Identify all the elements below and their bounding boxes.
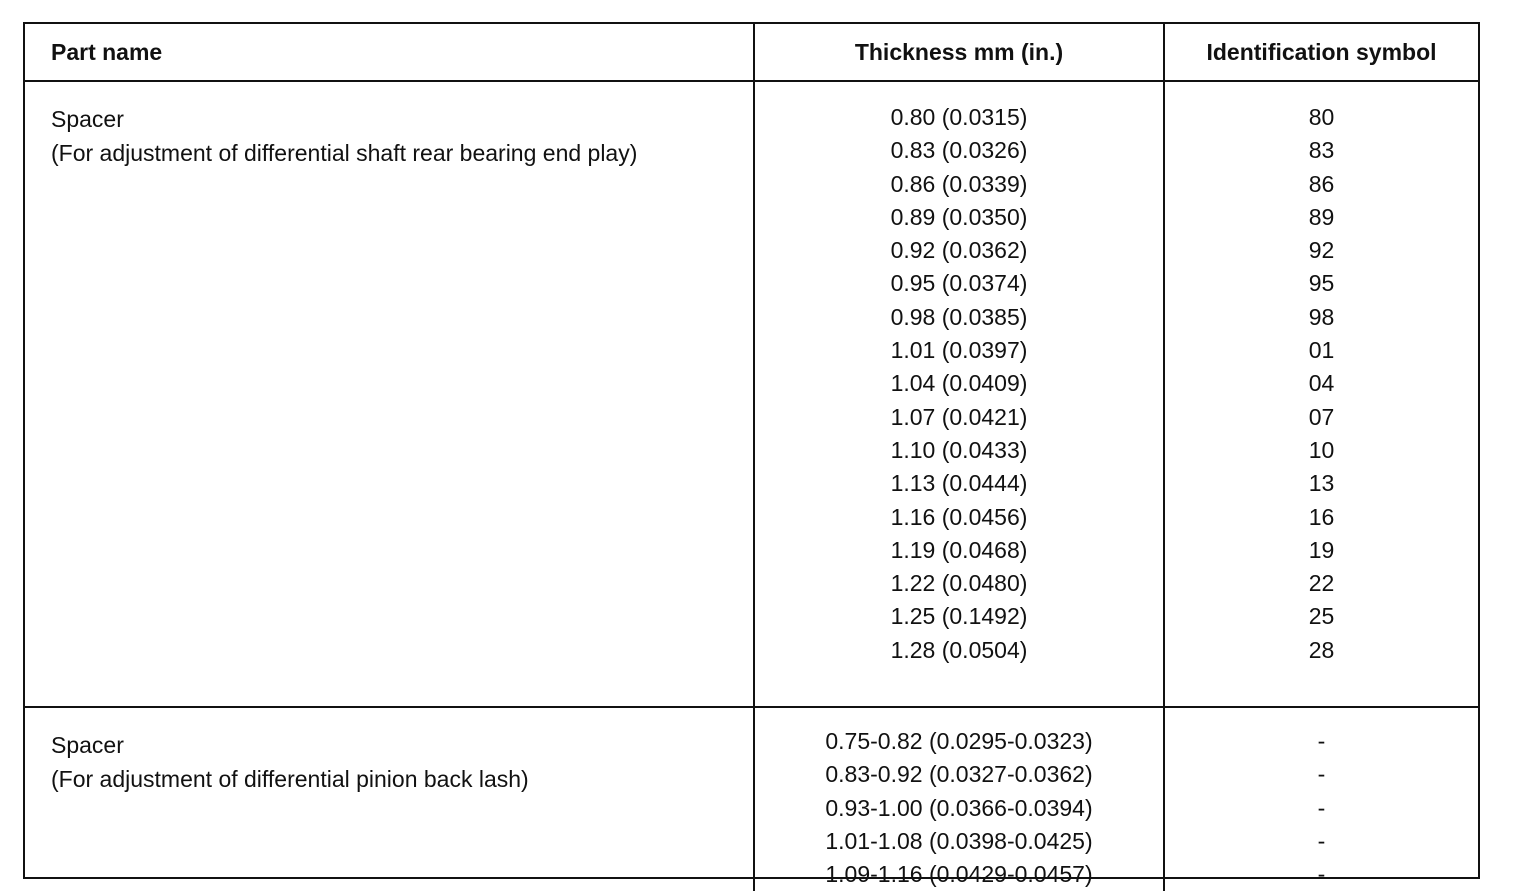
identification-cell [1164, 81, 1478, 707]
thickness-cell [754, 81, 1164, 707]
thickness-value: 0.89 (0.0350) [890, 203, 1028, 230]
table-row [25, 707, 1478, 891]
spec-table [25, 24, 1478, 891]
thickness-list [755, 708, 1163, 891]
thickness-value: 0.83 (0.0326) [890, 137, 1028, 164]
thickness-cell [754, 707, 1164, 891]
thickness-value: 1.01 (0.0397) [890, 337, 1028, 364]
thickness-value: 1.25 (0.1492) [890, 603, 1028, 630]
part-purpose: (For adjustment of differential pinion back lash) [51, 766, 529, 792]
part-name: Spacer [51, 106, 124, 132]
header-row [25, 24, 1478, 81]
identification-symbol: 19 [1308, 536, 1335, 563]
header-identification-symbol: Identification symbol [1164, 24, 1478, 81]
thickness-value: 0.92 (0.0362) [890, 237, 1028, 264]
header-thickness: Thickness mm (in.) [754, 24, 1164, 81]
thickness-value: 0.95 (0.0374) [890, 270, 1028, 297]
thickness-value: 1.22 (0.0480) [890, 570, 1028, 597]
identification-symbol: 95 [1308, 270, 1335, 297]
identification-symbol: - [1317, 794, 1326, 821]
identification-symbol: - [1317, 861, 1326, 888]
thickness-value: 1.04 (0.0409) [890, 370, 1028, 397]
thickness-value: 0.93-1.00 (0.0366-0.0394) [825, 794, 1093, 821]
identification-symbol: 25 [1308, 603, 1335, 630]
identification-symbol: 83 [1308, 137, 1335, 164]
identification-symbol: 04 [1308, 370, 1335, 397]
thickness-value: 0.75-0.82 (0.0295-0.0323) [825, 728, 1093, 754]
part-name-cell [25, 707, 754, 891]
identification-symbol: 28 [1308, 636, 1335, 663]
identification-symbol: 86 [1308, 170, 1335, 197]
thickness-value: 0.98 (0.0385) [890, 303, 1028, 330]
thickness-value: 1.16 (0.0456) [890, 503, 1028, 530]
identification-cell [1164, 707, 1478, 891]
identification-symbol: 13 [1308, 470, 1335, 497]
thickness-value: 0.86 (0.0339) [890, 170, 1028, 197]
part-purpose: (For adjustment of differential shaft rear bearing end play) [51, 140, 638, 166]
identification-symbol: - [1317, 761, 1326, 788]
symbol-list [1165, 708, 1478, 891]
symbol-list [1165, 82, 1478, 667]
thickness-value: 1.09-1.16 (0.0429-0.0457) [825, 861, 1093, 888]
thickness-list [755, 82, 1163, 667]
part-name: Spacer [51, 732, 124, 758]
thickness-value: 0.80 (0.0315) [890, 104, 1028, 130]
thickness-value: 1.01-1.08 (0.0398-0.0425) [825, 827, 1093, 854]
spacer-spec-table [23, 22, 1480, 888]
thickness-value: 1.07 (0.0421) [890, 403, 1028, 430]
identification-symbol: - [1317, 827, 1326, 854]
identification-symbol: 89 [1308, 203, 1335, 230]
thickness-value: 1.13 (0.0444) [890, 470, 1028, 497]
identification-symbol: 80 [1308, 104, 1335, 130]
thickness-value: 1.28 (0.0504) [890, 636, 1028, 663]
part-name-cell [25, 81, 754, 707]
thickness-value: 0.83-0.92 (0.0327-0.0362) [825, 761, 1093, 788]
identification-symbol: 22 [1308, 570, 1335, 597]
identification-symbol: - [1317, 728, 1326, 754]
identification-symbol: 07 [1308, 403, 1335, 430]
identification-symbol: 10 [1308, 436, 1335, 463]
thickness-value: 1.10 (0.0433) [890, 436, 1028, 463]
identification-symbol: 98 [1308, 303, 1335, 330]
identification-symbol: 92 [1308, 237, 1335, 264]
thickness-value: 1.19 (0.0468) [890, 536, 1028, 563]
identification-symbol: 16 [1308, 503, 1335, 530]
header-part-name: Part name [25, 24, 754, 81]
table-row [25, 81, 1478, 707]
identification-symbol: 01 [1308, 337, 1335, 364]
